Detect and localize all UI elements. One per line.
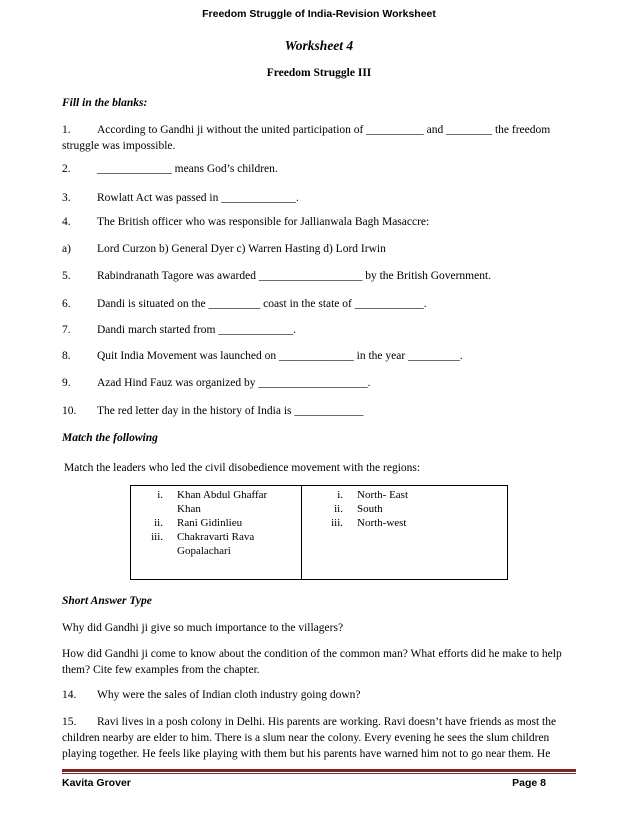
question-number: 5.	[62, 270, 71, 282]
question-number: 4.	[62, 216, 71, 228]
question-8	[62, 348, 582, 364]
question-2	[62, 161, 582, 177]
question-number: 14.	[62, 689, 77, 701]
region-row	[323, 488, 408, 502]
leader-row	[143, 516, 267, 530]
region-name: North-west	[357, 517, 407, 529]
leader-row	[143, 488, 267, 516]
question-text: Azad Hind Fauz was organized by ___________________.	[97, 377, 371, 389]
question-number: 10.	[62, 405, 77, 417]
leaders-column	[143, 488, 267, 558]
option-text: Lord Curzon b) General Dyer c) Warren Hasting d) Lord Irwin	[97, 243, 386, 255]
question-3	[62, 190, 582, 206]
question-number: 15.	[62, 716, 77, 728]
leader-name-line: Khan Abdul Ghaffar	[177, 489, 268, 501]
question-4-options	[62, 241, 582, 257]
region-name: South	[357, 503, 383, 515]
question-text: Quit India Movement was launched on _____________ in the year _________.	[97, 350, 463, 362]
question-4	[62, 214, 582, 230]
region-row	[323, 502, 408, 516]
question-text: Why were the sales of Indian cloth industry going down?	[97, 689, 361, 701]
question-14	[62, 687, 582, 703]
question-number: 6.	[62, 298, 71, 310]
roman-numeral: ii.	[154, 517, 163, 529]
footer-rule	[62, 769, 576, 772]
running-header: Freedom Struggle of India-Revision Worksheet	[202, 8, 436, 20]
footer-page-number: Page 8	[512, 777, 546, 789]
question-text: Dandi is situated on the _________ coast in the state of ____________.	[97, 298, 427, 310]
question-15	[62, 714, 578, 762]
question-6	[62, 296, 582, 312]
question-number: 2.	[62, 163, 71, 175]
roman-numeral: iii.	[331, 517, 343, 529]
match-table	[130, 485, 508, 580]
roman-numeral: ii.	[334, 503, 343, 515]
question-number: 8.	[62, 350, 71, 362]
leader-name-line: Chakravarti Rava	[177, 531, 255, 543]
question-10	[62, 403, 582, 419]
region-row	[323, 516, 408, 530]
question-5	[62, 268, 582, 284]
question-text: Rabindranath Tagore was awarded __________________ by the British Government.	[97, 270, 492, 282]
question-number: 3.	[62, 192, 71, 204]
leader-name-line: Khan	[177, 503, 201, 515]
option-label: a)	[62, 243, 71, 255]
question-number: 9.	[62, 377, 71, 389]
question-text: The British officer who was responsible for Jallianwala Bagh Masaccre:	[97, 216, 430, 228]
leader-row	[143, 530, 267, 558]
question-text: The red letter day in the history of India is ____________	[97, 405, 364, 417]
worksheet-title: Worksheet 4	[284, 38, 354, 53]
worksheet-subtitle: Freedom Struggle III	[266, 67, 372, 79]
short-answer-heading: Short Answer Type	[62, 595, 152, 607]
table-divider	[301, 486, 302, 579]
roman-numeral: i.	[157, 489, 163, 501]
question-9	[62, 375, 582, 391]
regions-column	[323, 488, 408, 530]
footer-rule-thin	[62, 773, 576, 774]
fill-blanks-heading: Fill in the blanks:	[62, 97, 148, 109]
question-text: Dandi march started from _____________.	[97, 324, 296, 336]
question-7	[62, 322, 582, 338]
question-text: Ravi lives in a posh colony in Delhi. His parents are working. Ravi doesn’t have friends as most the children nearby are elder to him. There is a slum near the colony. Every evening he sees the slum children playing together. He feels like playing with them but his parents have warned him not to go near them. He	[62, 716, 557, 760]
leader-name-line: Gopalachari	[177, 545, 231, 557]
question-text: _____________ means God’s children.	[97, 163, 278, 175]
region-name: North- East	[357, 489, 409, 501]
question-text: Rowlatt Act was passed in _____________.	[97, 192, 299, 204]
match-heading: Match the following	[62, 432, 158, 444]
question-number: 7.	[62, 324, 71, 336]
roman-numeral: iii.	[151, 531, 163, 543]
leader-name-line: Rani Gidinlieu	[177, 517, 243, 529]
question-13: How did Gandhi ji come to know about the condition of the common man? What efforts did he make to help them? Cite few examples from the chapter.	[62, 648, 562, 676]
question-1	[62, 122, 582, 154]
question-number: 1.	[62, 124, 71, 136]
footer-author: Kavita Grover	[62, 777, 131, 789]
question-text: According to Gandhi ji without the united participation of __________ and ________ the freedom struggle was impossible.	[62, 124, 551, 152]
roman-numeral: i.	[337, 489, 343, 501]
match-instruction: Match the leaders who led the civil disobedience movement with the regions:	[64, 462, 421, 474]
question-12: Why did Gandhi ji give so much importance to the villagers?	[62, 622, 344, 634]
